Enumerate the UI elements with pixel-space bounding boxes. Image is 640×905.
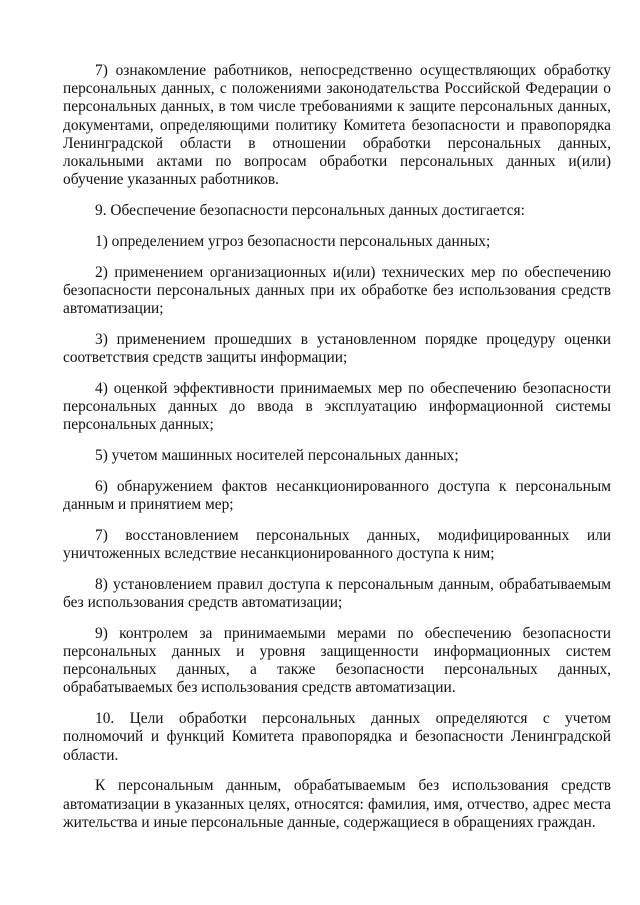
paragraph-item-4-efficiency: 4) оценкой эффективности принимаемых мер по обеспечению безопасности персональных данных до ввода в эксплуатацию информационной системы персональных данных; xyxy=(63,379,611,434)
section-9-heading: 9. Обеспечение безопасности персональных данных достигается: xyxy=(95,202,525,220)
paragraph-item-7-familiarization: 7) ознакомление работников, непосредственно осуществляющих обработку персональных данных, с положениями законодательства Российской Федерации о персональных данных, в том числе требованиями к защите персональных данных, документами, определяющими политику Комитета безопасности и правопорядка Ленинградской области в отношении обработки персональных данных, локальными актами по вопросам обработки персональных данных и(или) обучение указанных работников. xyxy=(63,62,611,189)
paragraph-item-1-threats: 1) определением угроз безопасности персональных данных; xyxy=(95,232,491,250)
paragraph-data-categories: К персональным данным, обрабатываемым без использования средств автоматизации в указанных целях, относятся: фамилия, имя, отчество, адрес места жительства и иные персональные данные, содержащиеся в обращениях граждан. xyxy=(63,777,611,831)
paragraph-item-9-control: 9) контролем за принимаемыми мерами по обеспечению безопасности персональных данных и уровня защищенности информационных систем персональных данных, а также безопасности персональных данных, обрабатываемых без использования средств автоматизации. xyxy=(63,624,611,697)
paragraph-item-5-media-accounting: 5) учетом машинных носителей персональных данных; xyxy=(95,447,459,465)
paragraph-item-8-access-rules: 8) установлением правил доступа к персональным данным, обрабатываемым без использования средств автоматизации; xyxy=(63,575,611,612)
paragraph-item-7-restoration: 7) восстановлением персональных данных, модифицированных или уничтоженных вследствие несанкционированного доступа к ним; xyxy=(63,526,611,563)
section-10-purposes: 10. Цели обработки персональных данных определяются с учетом полномочий и функций Комитета правопорядка и безопасности Ленинградской области. xyxy=(63,710,611,764)
paragraph-item-2-measures: 2) применением организационных и(или) технических мер по обеспечению безопасности персональных данных при их обработке без использования средств автоматизации; xyxy=(63,263,611,318)
paragraph-item-6-detection: 6) обнаружением фактов несанкционированного доступа к персональным данным и принятием мер; xyxy=(63,477,611,514)
document-page xyxy=(63,62,611,845)
paragraph-item-3-certified-tools: 3) применением прошедших в установленном порядке процедуру оценки соответствия средств защиты информации; xyxy=(63,330,611,367)
